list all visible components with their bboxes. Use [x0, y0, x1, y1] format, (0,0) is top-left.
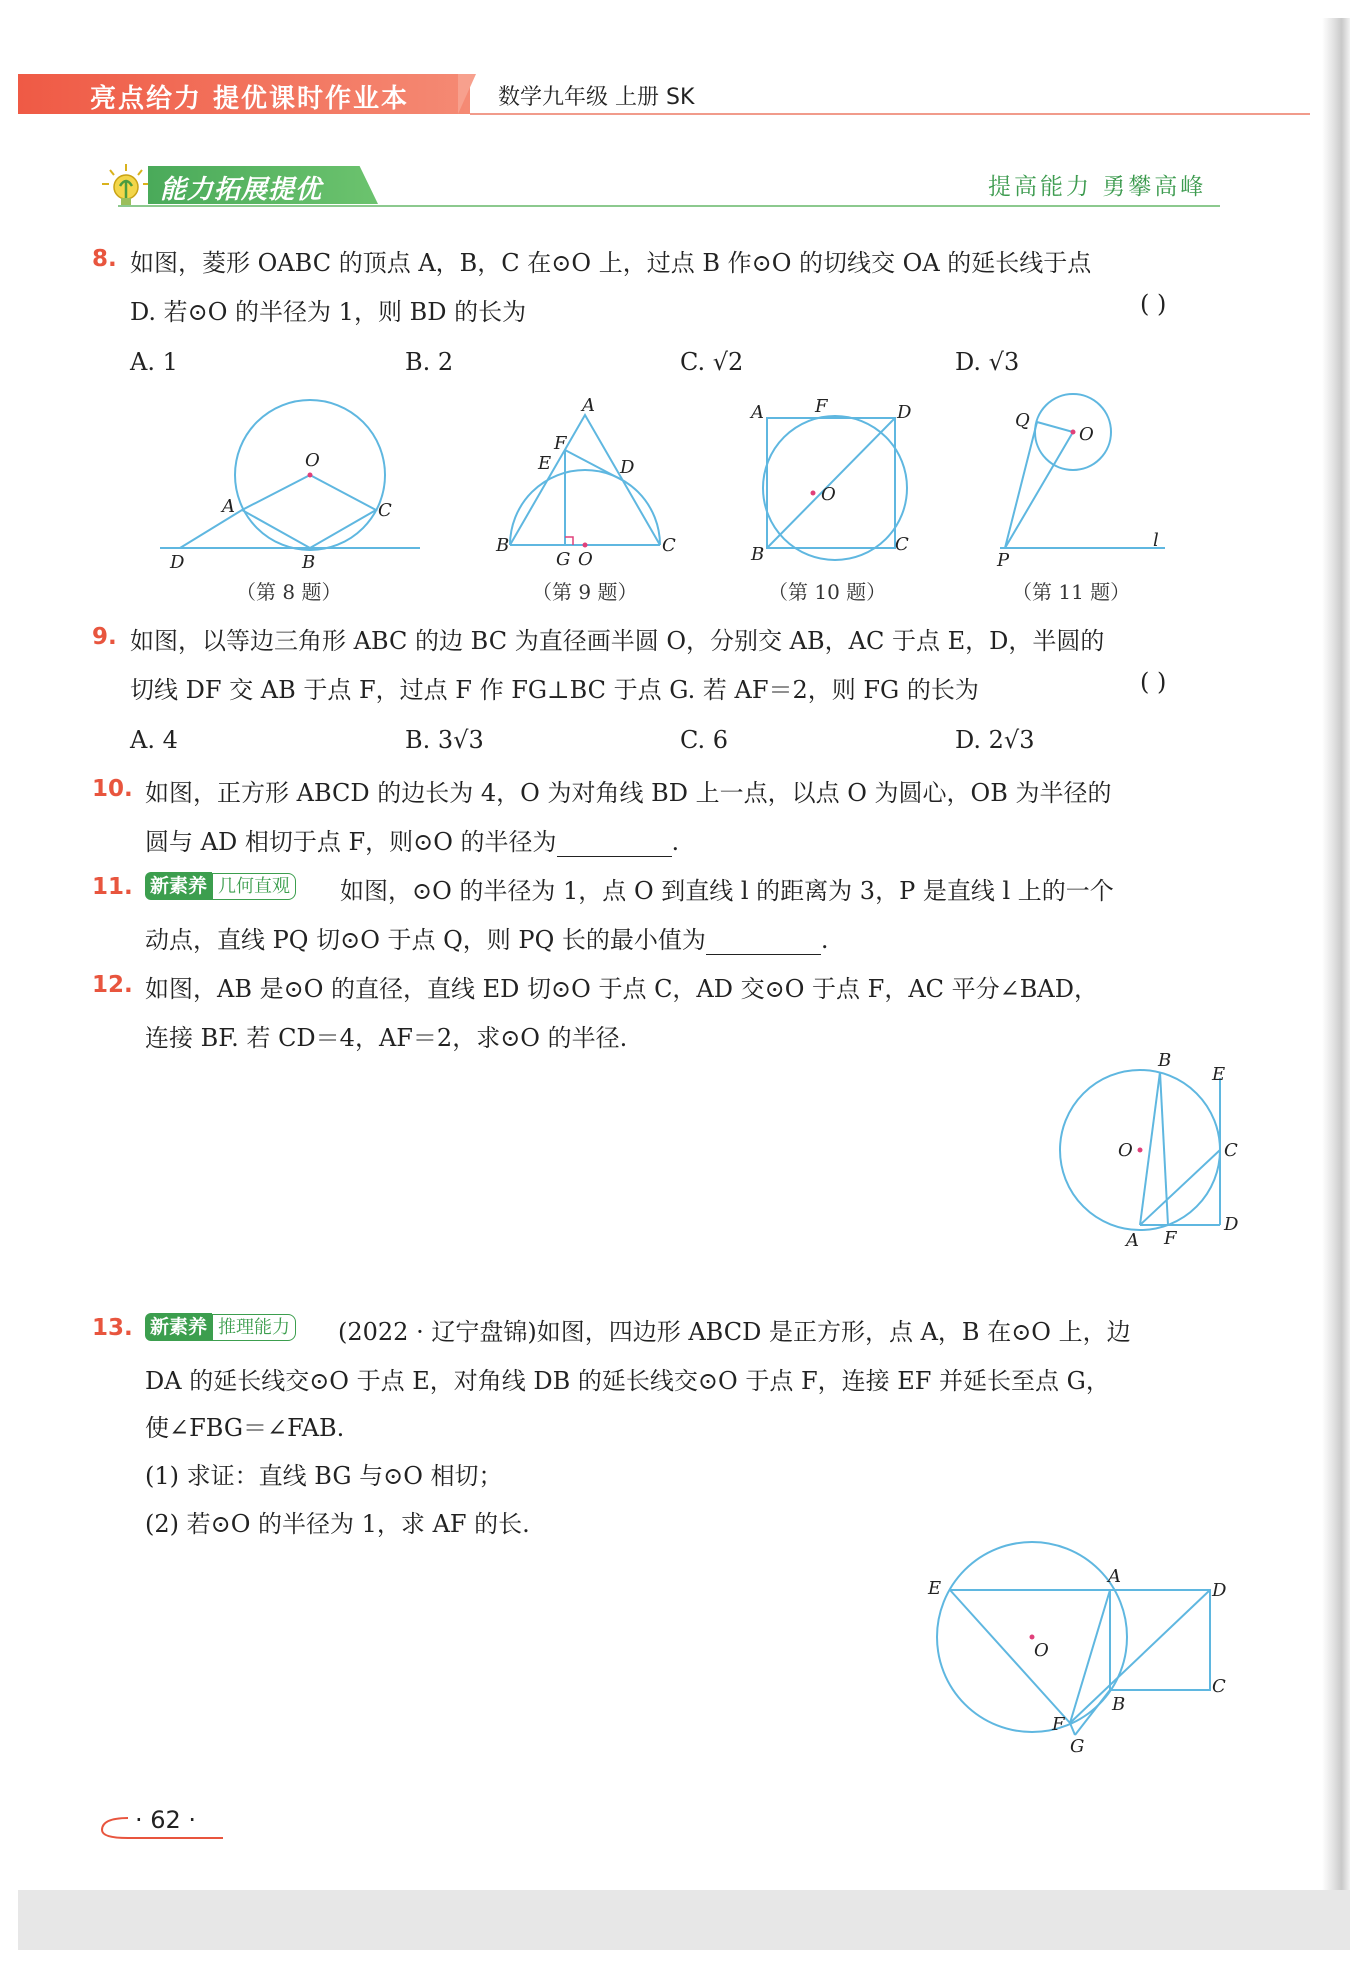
figure-9-caption: （第 9 题）: [532, 580, 638, 604]
problem-11-line-2: [145, 920, 829, 955]
problem-13-line-2: DA 的延长线交⊙O 于点 E，对角线 DB 的延长线交⊙O 于点 F，连接 EF 并延长至点 G，: [145, 1367, 1110, 1395]
fig12-label-d: D: [1224, 1214, 1239, 1235]
problem-12-line-1: 如图，AB 是⊙O 的直径，直线 ED 切⊙O 于点 C，AD 交⊙O 于点 F，AC 平分∠BAD，: [145, 975, 1098, 1003]
problem-9-line-1: 如图，以等边三角形 ABC 的边 BC 为直径画半圆 O，分别交 AB，AC 于点 E，D，半圆的: [130, 627, 1105, 655]
fig12-label-o: O: [1118, 1140, 1133, 1161]
fig11-label-q: Q: [1015, 410, 1030, 431]
problem-11-number: 11.: [92, 874, 133, 900]
problem-8-option-b: B. 2: [405, 348, 454, 376]
header-rule: [470, 113, 1310, 115]
fig12-label-f: F: [1164, 1228, 1177, 1249]
fig11-label-p: P: [997, 550, 1010, 571]
figure-13-diagram: [920, 1530, 1230, 1760]
header-banner-notch: [458, 74, 476, 114]
fig11-label-l: l: [1153, 530, 1159, 551]
figure-9-diagram: [490, 395, 680, 575]
fig13-label-c: C: [1212, 1676, 1226, 1697]
figure-8-diagram: [150, 390, 430, 575]
page-edge-shadow: [1322, 18, 1350, 1908]
problem-10-answer-blank[interactable]: [557, 830, 672, 857]
scan-bottom-strip: [18, 1890, 1350, 1950]
problem-13-tag-label: 新素养: [145, 1313, 212, 1341]
fig10-label-o: O: [821, 484, 836, 505]
fig13-label-g: G: [1070, 1736, 1085, 1757]
problem-8-line-2: D. 若⊙O 的半径为 1，则 BD 的长为: [130, 298, 527, 326]
fig13-label-b: B: [1112, 1694, 1126, 1715]
problem-10-line-1: 如图，正方形 ABCD 的边长为 4，O 为对角线 BD 上一点，以点 O 为圆心，OB 为半径的: [145, 779, 1112, 807]
problem-8-answer-paren: ( ): [1140, 290, 1167, 318]
problem-12-line-2: 连接 BF. 若 CD＝4，AF＝2，求⊙O 的半径.: [145, 1024, 628, 1052]
fig9-label-d: D: [620, 457, 635, 478]
fig9-label-c: C: [662, 535, 676, 556]
section-rule: [118, 205, 1220, 207]
problem-13-question-2: (2) 若⊙O 的半径为 1，求 AF 的长.: [145, 1510, 530, 1538]
fig8-label-c: C: [378, 500, 392, 521]
fig13-label-a: A: [1108, 1566, 1121, 1587]
fig12-label-a: A: [1126, 1230, 1139, 1251]
problem-10-end: .: [671, 828, 680, 856]
problem-10-number: 10.: [92, 776, 133, 802]
section-title: 能力拓展提优: [160, 175, 323, 205]
subject-line: 数学九年级 上册 SK: [498, 85, 695, 110]
problem-8-number: 8.: [92, 246, 117, 272]
fig10-label-b: B: [751, 544, 765, 565]
problem-13-number: 13.: [92, 1315, 133, 1341]
fig12-label-b: B: [1158, 1050, 1172, 1071]
figure-11-caption: （第 11 题）: [1012, 580, 1131, 604]
problem-13-line-1: (2022 · 辽宁盘锦)如图，四边形 ABCD 是正方形，点 A，B 在⊙O 上，边: [338, 1318, 1131, 1346]
fig13-label-o: O: [1034, 1640, 1049, 1661]
fig13-label-f: F: [1052, 1714, 1065, 1735]
problem-11-end: .: [820, 926, 829, 954]
lightbulb-icon: [98, 162, 154, 210]
fig11-label-o: O: [1079, 424, 1094, 445]
problem-8-option-a: A. 1: [130, 348, 178, 376]
figure-10-diagram: [745, 398, 925, 573]
problem-9-number: 9.: [92, 624, 117, 650]
fig9-label-f: F: [554, 433, 567, 454]
section-motto: 提高能力 勇攀高峰: [988, 174, 1207, 200]
fig9-label-b: B: [496, 535, 510, 556]
fig8-label-d: D: [170, 552, 185, 573]
fig8-label-o: O: [305, 450, 320, 471]
problem-9-option-d: D. 2√3: [955, 726, 1035, 754]
figure-11-diagram: [985, 390, 1175, 575]
fig9-label-o: O: [578, 549, 593, 570]
problem-11-tag-label: 新素养: [145, 872, 212, 900]
problem-9-option-b: B. 3√3: [405, 726, 484, 754]
fig9-label-g: G: [556, 549, 571, 570]
problem-11-line-2-text: 动点，直线 PQ 切⊙O 于点 Q，则 PQ 长的最小值为: [145, 926, 706, 954]
problem-9-answer-paren: ( ): [1140, 668, 1167, 696]
problem-9-option-a: A. 4: [130, 726, 178, 754]
problem-11-tag-skill: 几何直观: [212, 873, 296, 900]
fig10-label-d: D: [897, 402, 912, 423]
fig13-label-d: D: [1212, 1580, 1227, 1601]
fig12-label-c: C: [1224, 1140, 1238, 1161]
problem-9-option-c: C. 6: [680, 726, 729, 754]
fig10-label-a: A: [751, 402, 764, 423]
problem-13-tag: [145, 1313, 296, 1341]
problem-8-option-c: C. √2: [680, 348, 744, 376]
problem-11-line-1: 如图，⊙O 的半径为 1，点 O 到直线 l 的距离为 3，P 是直线 l 上的一个: [340, 877, 1114, 905]
problem-11-answer-blank[interactable]: [706, 928, 821, 955]
fig10-label-f: F: [815, 398, 828, 417]
problem-10-line-2-text: 圆与 AD 相切于点 F，则⊙O 的半径为: [145, 828, 557, 856]
problem-9-line-2: 切线 DF 交 AB 于点 F，过点 F 作 FG⊥BC 于点 G. 若 AF＝2，则 FG 的长为: [130, 676, 979, 704]
fig12-label-e: E: [1212, 1064, 1226, 1085]
fig10-label-c: C: [895, 534, 909, 555]
problem-10-line-2: [145, 822, 679, 857]
problem-11-tag: [145, 872, 296, 900]
fig8-label-b: B: [302, 552, 316, 573]
problem-8-option-d: D. √3: [955, 348, 1020, 376]
figure-10-caption: （第 10 题）: [768, 580, 887, 604]
fig9-label-e: E: [538, 453, 552, 474]
fig8-label-a: A: [222, 496, 235, 517]
book-title: 亮点给力 提优课时作业本: [90, 84, 410, 114]
fig13-label-e: E: [928, 1578, 942, 1599]
page-number: · 62 ·: [135, 1806, 197, 1834]
problem-13-tag-skill: 推理能力: [212, 1314, 296, 1341]
problem-8-line-1: 如图，菱形 OABC 的顶点 A，B，C 在⊙O 上，过点 B 作⊙O 的切线交 OA 的延长线于点: [130, 249, 1092, 277]
problem-13-question-1: (1) 求证：直线 BG 与⊙O 相切；: [145, 1462, 503, 1490]
fig9-label-a: A: [582, 395, 595, 416]
problem-13-line-3: 使∠FBG＝∠FAB.: [145, 1414, 345, 1442]
figure-8-caption: （第 8 题）: [236, 580, 342, 604]
figure-12-diagram: [1040, 1050, 1250, 1260]
problem-12-number: 12.: [92, 972, 133, 998]
